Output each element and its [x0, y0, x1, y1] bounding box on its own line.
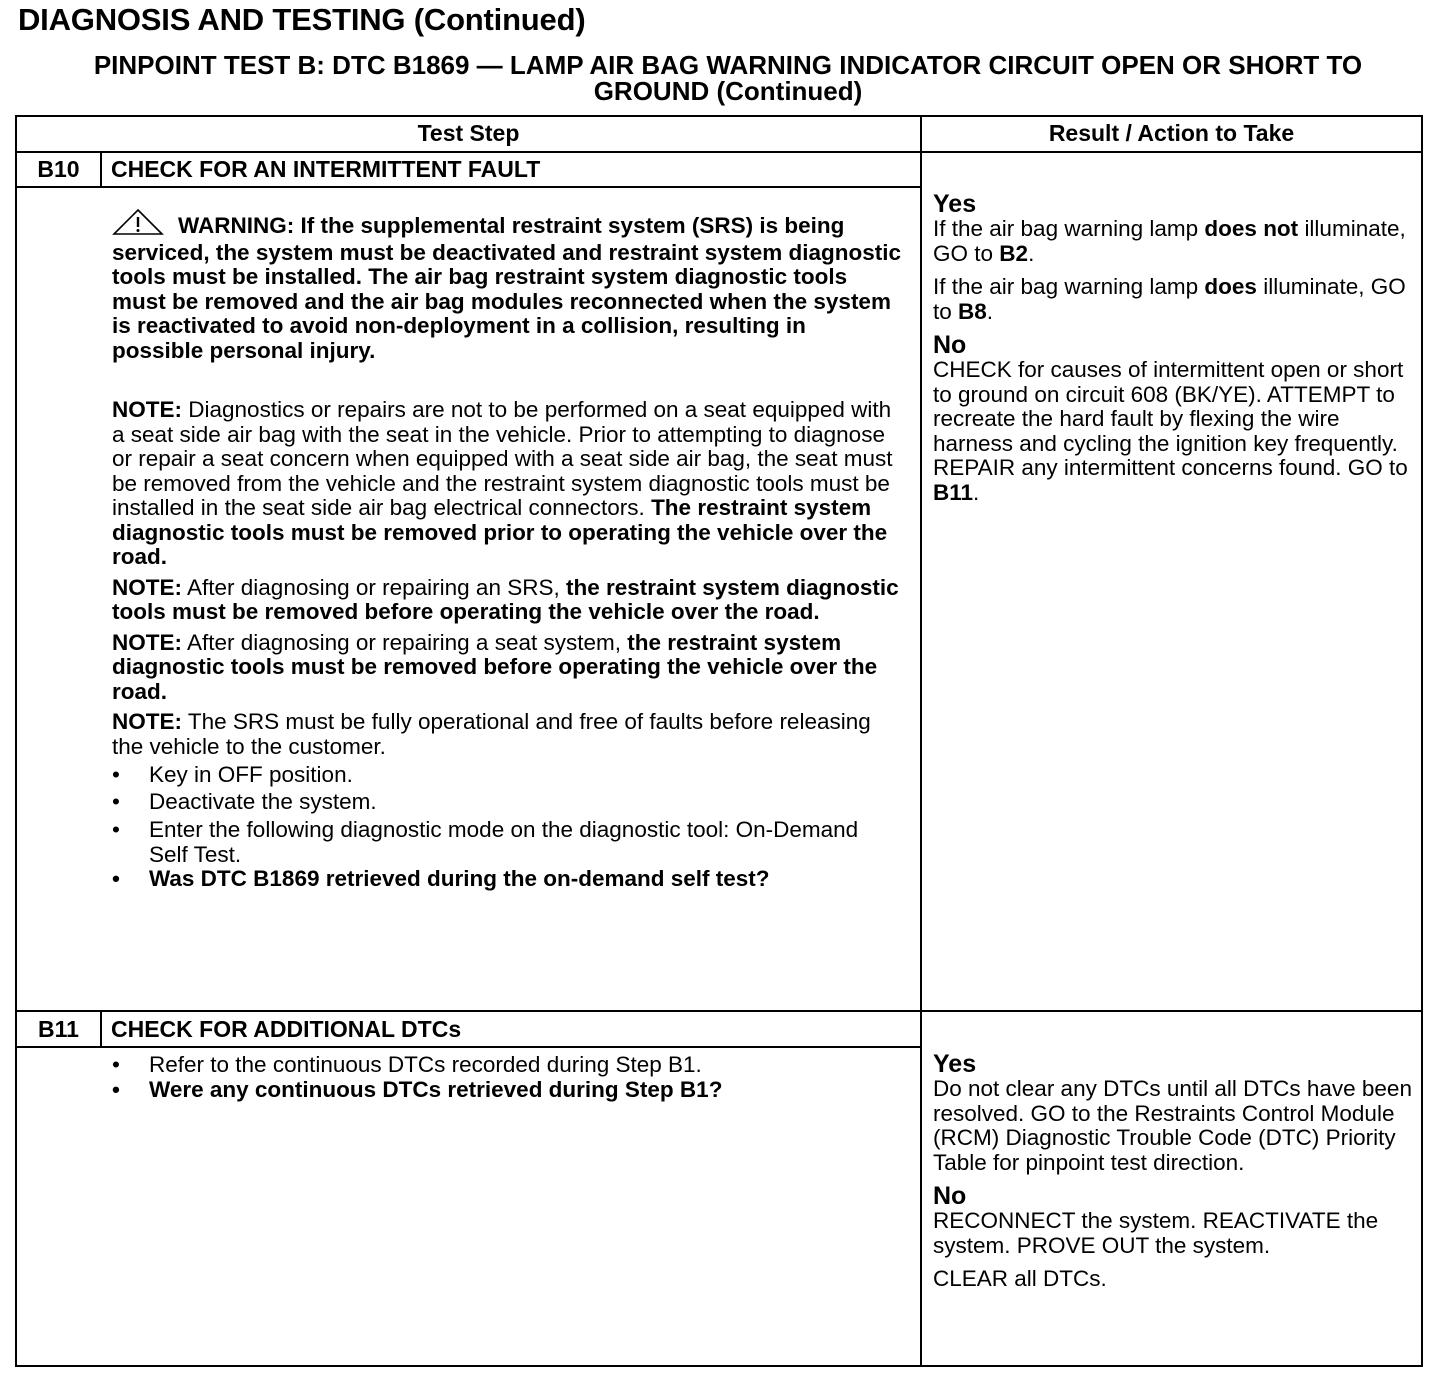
note-label: NOTE:	[112, 574, 182, 600]
header-rule	[17, 151, 1421, 153]
result-text: CHECK for causes of intermittent open or short to ground on circuit 608 (BK/YE). ATTEMPT to recreate the hard fault by flexing the wire harness and cycling the ignition key frequently. REPAIR any intermittent concerns found. GO to	[933, 357, 1408, 480]
b11-title-rule	[17, 1046, 920, 1048]
result-no-label: No	[933, 1182, 967, 1210]
column-divider	[920, 117, 922, 1365]
b10-id-divider	[100, 151, 102, 187]
result-text: illuminate, GO to	[933, 274, 1406, 324]
note-after-seat-repair	[112, 631, 902, 705]
b10-title-rule	[17, 186, 920, 188]
result-yes-label: Yes	[933, 190, 977, 218]
note-text: The SRS must be fully operational and free of faults before releasing the vehicle to the customer.	[112, 709, 871, 759]
note-label: NOTE:	[112, 709, 182, 734]
step-title-b10: CHECK FOR AN INTERMITTENT FAULT	[111, 156, 541, 182]
warning-text: WARNING: If the supplemental restraint system (SRS) is being serviced, the system must be deactivated and restraint system diagnostic tools must be installed. The air bag restraint system diagnostic tools must be removed and the air bag modules reconnected when the system is reactivated to avoid non-deployment in a collision, resulting in possible personal injury.	[112, 213, 902, 363]
note-after-srs-repair	[112, 576, 902, 625]
step-actions-b11	[112, 1053, 902, 1102]
result-text: If the air bag warning lamp	[933, 216, 1199, 241]
note-emphasis: the restraint system diagnostic tools must be removed before operating the vehicle over the road.	[112, 629, 878, 704]
result-emphasis: does not	[1204, 216, 1299, 241]
step-title-b11: CHECK FOR ADDITIONAL DTCs	[111, 1016, 462, 1042]
result-text: illuminate, GO to	[933, 216, 1406, 266]
note-label: NOTE:	[112, 397, 182, 422]
note-emphasis: the restraint system diagnostic tools must be removed before operating the vehicle over the road.	[112, 574, 899, 624]
step-body-b10	[112, 209, 902, 892]
list-item: • Key in OFF position.	[112, 763, 902, 788]
note-srs-operational	[112, 710, 902, 759]
result-b10	[933, 191, 1415, 505]
note-text: Diagnostics or repairs are not to be performed on a seat equipped with a seat side air bag with the seat in the vehicle. Prior to attempting to diagnose or repair a seat concern when equipped with a seat side air bag, the seat must be removed from the vehicle and the restraint system diagnostic tools must be installed in the seat side air bag electrical connectors.	[112, 397, 893, 520]
result-no-label: No	[933, 331, 967, 359]
step-actions-b10	[112, 763, 902, 892]
step-id-b10: B10	[37, 156, 80, 182]
result-emphasis: does	[1204, 274, 1257, 299]
list-item: • Deactivate the system.	[112, 790, 902, 815]
note-text: After diagnosing or repairing an SRS,	[187, 574, 560, 600]
step-id-b11: B11	[38, 1016, 79, 1042]
result-no-text: CHECK for causes of intermittent open or short to ground on circuit 608 (BK/YE). ATTEMPT to recreate the hard fault by flexing the wire harness and cycling the ignition key frequently. REPAIR any intermittent concerns found. GO to B11.	[933, 357, 1408, 505]
note-emphasis: The restraint system diagnostic tools must be removed prior to operating the vehicle over the road.	[112, 495, 888, 569]
b11-id-divider	[100, 1012, 102, 1047]
list-item: • Refer to the continuous DTCs recorded during Step B1.	[112, 1053, 902, 1078]
result-no-text-2: CLEAR all DTCs.	[933, 1266, 1107, 1291]
warning-triangle-icon	[112, 209, 164, 241]
pinpoint-test-title	[14, 52, 1442, 104]
result-yes-text: Do not clear any DTCs until all DTCs have been resolved. GO to the Restraints Control Module (RCM) Diagnostic Trouble Code (DTC) Priority Table for pinpoint test direction.	[933, 1076, 1412, 1175]
list-item: • Enter the following diagnostic mode on the diagnostic tool: On-Demand Self Test.	[112, 818, 902, 867]
warning-block	[112, 209, 902, 363]
list-item: • Were any continuous DTCs retrieved during Step B1?	[112, 1078, 902, 1103]
note-text: After diagnosing or repairing a seat system,	[187, 629, 621, 655]
test-title-line-2: GROUND (Continued)	[593, 76, 863, 106]
header-test-step: Test Step	[417, 120, 520, 146]
step-link-b8[interactable]: B8	[958, 298, 987, 324]
b10-b11-rule	[17, 1010, 1421, 1012]
page-title: DIAGNOSIS AND TESTING (Continued)	[18, 2, 586, 37]
step-link-b11[interactable]: B11	[933, 479, 974, 505]
step-body-b11	[112, 1053, 902, 1102]
result-text: If the air bag warning lamp	[933, 274, 1199, 299]
result-yes-line-1: If the air bag warning lamp does not illuminate, GO to B2.	[933, 216, 1406, 266]
note-label: NOTE:	[112, 629, 182, 655]
result-yes-line-2: If the air bag warning lamp does illuminate, GO to B8.	[933, 274, 1406, 324]
test-title-line-1: PINPOINT TEST B: DTC B1869 — LAMP AIR BAG WARNING INDICATOR CIRCUIT OPEN OR SHORT TO	[93, 50, 1363, 80]
list-item: • Was DTC B1869 retrieved during the on-demand self test?	[112, 867, 902, 892]
result-no-text: RECONNECT the system. REACTIVATE the system. PROVE OUT the system.	[933, 1208, 1379, 1258]
result-yes-label: Yes	[933, 1050, 977, 1078]
step-link-b2[interactable]: B2	[999, 240, 1029, 266]
note-seat-side-airbag	[112, 398, 902, 570]
pinpoint-test-table	[15, 115, 1423, 1367]
header-result-action: Result / Action to Take	[1048, 120, 1295, 146]
result-b11	[933, 1051, 1419, 1292]
